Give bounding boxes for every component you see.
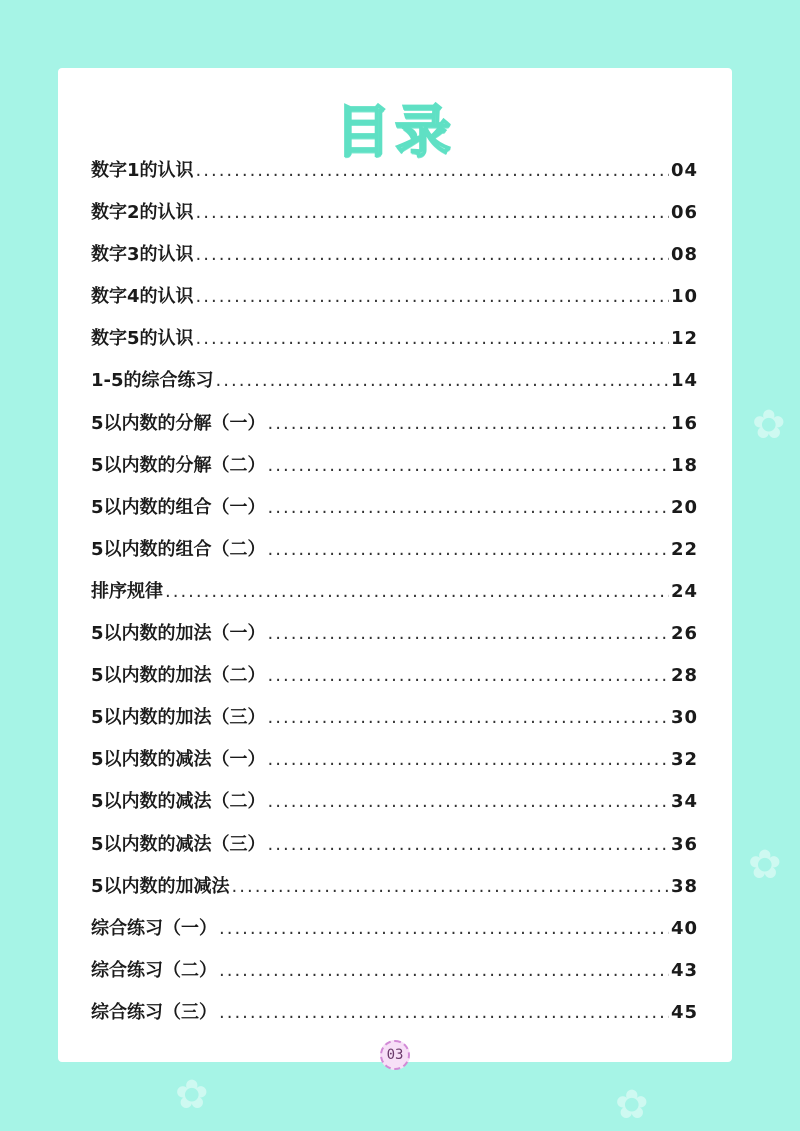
- toc-entry-label: 综合练习（一）: [91, 917, 217, 939]
- toc-page: [58, 68, 732, 1062]
- toc-entry[interactable]: [91, 956, 698, 998]
- toc-entry[interactable]: [91, 198, 698, 240]
- table-of-contents: [91, 156, 698, 1040]
- toc-entry[interactable]: [91, 493, 698, 535]
- toc-leader-dots: [165, 581, 669, 602]
- toc-entry-page: 06: [670, 202, 698, 224]
- toc-entry-label: 排序规律: [91, 580, 163, 602]
- toc-entry-page: 10: [670, 286, 698, 308]
- toc-entry-label: 5以内数的减法（二）: [91, 791, 266, 813]
- toc-entry-label: 5以内数的加法（二）: [91, 665, 266, 687]
- toc-entry-page: 38: [670, 875, 698, 897]
- toc-entry-page: 08: [670, 244, 698, 266]
- toc-entry[interactable]: [91, 745, 698, 787]
- toc-leader-dots: [268, 455, 669, 476]
- toc-entry-label: 5以内数的加法（一）: [91, 623, 266, 645]
- toc-entry-label: 数字4的认识: [91, 286, 194, 308]
- toc-leader-dots: [196, 202, 669, 223]
- toc-entry-page: 28: [670, 665, 698, 687]
- toc-leader-dots: [196, 160, 669, 181]
- toc-entry[interactable]: [91, 366, 698, 408]
- toc-entry-label: 数字3的认识: [91, 244, 194, 266]
- toc-leader-dots: [268, 413, 669, 434]
- toc-leader-dots: [219, 960, 669, 981]
- toc-entry-label: 1-5的综合练习: [91, 370, 214, 392]
- toc-entry-label: 5以内数的减法（一）: [91, 749, 266, 771]
- toc-entry-label: 5以内数的分解（二）: [91, 454, 266, 476]
- toc-leader-dots: [268, 749, 669, 770]
- toc-leader-dots: [216, 370, 669, 391]
- toc-entry[interactable]: [91, 998, 698, 1040]
- toc-entry-page: 32: [670, 749, 698, 771]
- toc-entry-label: 5以内数的分解（一）: [91, 412, 266, 434]
- toc-leader-dots: [232, 876, 669, 897]
- toc-entry-page: 16: [670, 412, 698, 434]
- toc-leader-dots: [268, 497, 669, 518]
- toc-leader-dots: [268, 707, 669, 728]
- toc-entry[interactable]: [91, 451, 698, 493]
- toc-entry-page: 20: [670, 496, 698, 518]
- toc-leader-dots: [219, 1002, 669, 1023]
- toc-leader-dots: [268, 665, 669, 686]
- toc-entry[interactable]: [91, 282, 698, 324]
- toc-entry[interactable]: [91, 830, 698, 872]
- toc-entry-label: 5以内数的组合（二）: [91, 538, 266, 560]
- star-decoration-icon: ✿: [175, 1072, 209, 1118]
- star-decoration-icon: ✿: [752, 402, 786, 448]
- toc-entry[interactable]: [91, 914, 698, 956]
- toc-entry[interactable]: [91, 324, 698, 366]
- toc-entry-page: 26: [670, 623, 698, 645]
- toc-entry-page: 45: [670, 1001, 698, 1023]
- toc-entry[interactable]: [91, 409, 698, 451]
- toc-entry-page: 40: [670, 917, 698, 939]
- toc-leader-dots: [268, 834, 669, 855]
- star-decoration-icon: ✿: [748, 842, 782, 888]
- toc-entry[interactable]: [91, 577, 698, 619]
- toc-entry-page: 24: [670, 580, 698, 602]
- toc-entry-page: 14: [670, 370, 698, 392]
- toc-entry-page: 30: [670, 707, 698, 729]
- toc-entry[interactable]: [91, 240, 698, 282]
- toc-entry[interactable]: [91, 661, 698, 703]
- toc-leader-dots: [268, 791, 669, 812]
- toc-entry[interactable]: [91, 156, 698, 198]
- toc-entry-page: 22: [670, 538, 698, 560]
- toc-entry-label: 综合练习（三）: [91, 1001, 217, 1023]
- toc-entry[interactable]: [91, 787, 698, 829]
- toc-leader-dots: [268, 623, 669, 644]
- page-number-badge: 03: [380, 1040, 410, 1070]
- toc-entry-label: 数字5的认识: [91, 328, 194, 350]
- page-title: 目录: [335, 100, 455, 165]
- toc-leader-dots: [219, 918, 669, 939]
- toc-entry[interactable]: [91, 872, 698, 914]
- toc-entry-page: 18: [670, 454, 698, 476]
- star-decoration-icon: ✿: [615, 1082, 649, 1128]
- toc-leader-dots: [196, 286, 669, 307]
- toc-entry-label: 5以内数的减法（三）: [91, 833, 266, 855]
- toc-entry-label: 5以内数的加减法: [91, 875, 230, 897]
- toc-leader-dots: [268, 539, 669, 560]
- toc-entry[interactable]: [91, 703, 698, 745]
- toc-entry-label: 数字1的认识: [91, 160, 194, 181]
- toc-entry-label: 数字2的认识: [91, 202, 194, 224]
- toc-leader-dots: [196, 244, 669, 265]
- toc-entry-page: 12: [670, 328, 698, 350]
- toc-entry-page: 04: [670, 160, 698, 181]
- toc-entry-page: 43: [670, 959, 698, 981]
- toc-entry[interactable]: [91, 535, 698, 577]
- toc-entry-label: 5以内数的加法（三）: [91, 707, 266, 729]
- toc-entry-page: 34: [670, 791, 698, 813]
- toc-entry-label: 5以内数的组合（一）: [91, 496, 266, 518]
- toc-entry-label: 综合练习（二）: [91, 959, 217, 981]
- toc-leader-dots: [196, 328, 669, 349]
- toc-entry[interactable]: [91, 619, 698, 661]
- toc-entry-page: 36: [670, 833, 698, 855]
